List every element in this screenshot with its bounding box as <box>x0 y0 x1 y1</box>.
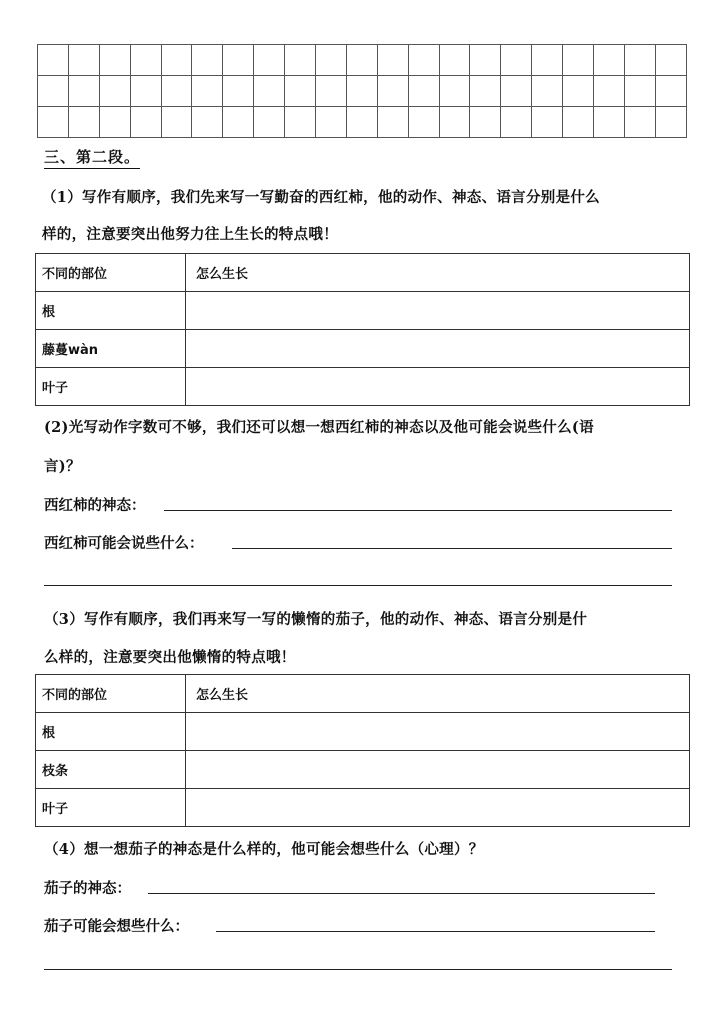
grid-cell[interactable] <box>285 107 316 138</box>
grid-cell[interactable] <box>624 45 655 76</box>
tomato-speech-label: 西红柿可能会说些什么： <box>44 535 204 552</box>
grid-row <box>38 45 687 76</box>
tomato-expression-label: 西红柿的神态： <box>44 497 146 514</box>
grid-cell[interactable] <box>161 107 192 138</box>
eggplant-thoughts-line-2[interactable] <box>44 969 672 970</box>
grid-cell[interactable] <box>223 107 254 138</box>
part-label: 叶子 <box>36 789 186 827</box>
header-part: 不同的部位 <box>36 254 186 292</box>
grid-cell[interactable] <box>99 45 130 76</box>
header-part: 不同的部位 <box>36 675 186 713</box>
q4-instruction: （4）想一想茄子的神态是什么样的，他可能会想些什么（心理）？ <box>44 841 484 858</box>
part-label: 根 <box>36 292 186 330</box>
part-label: 根 <box>36 713 186 751</box>
header-growth: 怎么生长 <box>186 254 690 292</box>
tomato-expression-line[interactable] <box>164 510 672 511</box>
table-header-row <box>36 675 690 713</box>
grid-cell[interactable] <box>346 45 377 76</box>
grid-cell[interactable] <box>655 76 686 107</box>
grid-cell[interactable] <box>161 76 192 107</box>
tomato-parts-table <box>35 253 690 406</box>
grid-cell[interactable] <box>254 76 285 107</box>
tomato-speech-line[interactable] <box>232 548 672 549</box>
grid-cell[interactable] <box>439 45 470 76</box>
grid-cell[interactable] <box>130 76 161 107</box>
grid-cell[interactable] <box>68 76 99 107</box>
grid-cell[interactable] <box>285 45 316 76</box>
grid-cell[interactable] <box>38 107 69 138</box>
grid-cell[interactable] <box>624 107 655 138</box>
grid-cell[interactable] <box>439 107 470 138</box>
part-label: 枝条 <box>36 751 186 789</box>
grid-cell[interactable] <box>624 76 655 107</box>
eggplant-expression-label: 茄子的神态： <box>44 880 131 897</box>
grid-cell[interactable] <box>439 76 470 107</box>
grid-cell[interactable] <box>223 76 254 107</box>
grid-cell[interactable] <box>501 45 532 76</box>
grid-row <box>38 107 687 138</box>
grid-cell[interactable] <box>316 107 347 138</box>
grid-cell[interactable] <box>594 45 625 76</box>
grid-cell[interactable] <box>470 107 501 138</box>
table-row <box>36 368 690 406</box>
growth-input[interactable] <box>186 789 690 827</box>
growth-input[interactable] <box>186 368 690 406</box>
grid-cell[interactable] <box>532 107 563 138</box>
header-growth: 怎么生长 <box>186 675 690 713</box>
grid-cell[interactable] <box>316 76 347 107</box>
table-row <box>36 789 690 827</box>
writing-grid[interactable] <box>37 44 687 138</box>
grid-cell[interactable] <box>285 76 316 107</box>
grid-row <box>38 76 687 107</box>
grid-cell[interactable] <box>594 76 625 107</box>
growth-input[interactable] <box>186 330 690 368</box>
grid-cell[interactable] <box>563 107 594 138</box>
grid-cell[interactable] <box>192 76 223 107</box>
grid-cell[interactable] <box>38 76 69 107</box>
grid-cell[interactable] <box>408 45 439 76</box>
grid-cell[interactable] <box>470 45 501 76</box>
eggplant-expression-line[interactable] <box>148 893 655 894</box>
grid-cell[interactable] <box>470 76 501 107</box>
table-header-row <box>36 254 690 292</box>
grid-cell[interactable] <box>68 107 99 138</box>
eggplant-thoughts-line[interactable] <box>216 931 655 932</box>
grid-cell[interactable] <box>161 45 192 76</box>
table-row <box>36 292 690 330</box>
grid-cell[interactable] <box>594 107 625 138</box>
grid-cell[interactable] <box>377 76 408 107</box>
part-label: 藤蔓wàn <box>36 330 186 368</box>
grid-cell[interactable] <box>563 45 594 76</box>
grid-cell[interactable] <box>377 45 408 76</box>
grid-cell[interactable] <box>192 107 223 138</box>
grid-cell[interactable] <box>316 45 347 76</box>
table-row <box>36 330 690 368</box>
growth-input[interactable] <box>186 713 690 751</box>
grid-cell[interactable] <box>99 76 130 107</box>
q2-instruction-line1: (2)光写动作字数可不够，我们还可以想一想西红柿的神态以及他可能会说些什么(语 <box>44 419 594 436</box>
grid-cell[interactable] <box>254 107 285 138</box>
grid-cell[interactable] <box>532 45 563 76</box>
table-row <box>36 751 690 789</box>
growth-input[interactable] <box>186 751 690 789</box>
grid-cell[interactable] <box>223 45 254 76</box>
q1-instruction-line1: （1）写作有顺序，我们先来写一写勤奋的西红柿，他的动作、神态、语言分别是什么 <box>42 189 600 206</box>
section-heading: 三、第二段。 <box>44 146 140 169</box>
q1-instruction-line2: 样的，注意要突出他努力往上生长的特点哦！ <box>42 226 338 243</box>
grid-cell[interactable] <box>99 107 130 138</box>
q3-instruction-line2: 么样的，注意要突出他懒惰的特点哦！ <box>44 649 296 666</box>
grid-cell[interactable] <box>501 107 532 138</box>
grid-cell[interactable] <box>563 76 594 107</box>
grid-cell[interactable] <box>408 107 439 138</box>
grid-cell[interactable] <box>68 45 99 76</box>
grid-cell[interactable] <box>408 76 439 107</box>
table-row <box>36 713 690 751</box>
tomato-speech-line-2[interactable] <box>44 585 672 586</box>
part-label: 叶子 <box>36 368 186 406</box>
grid-cell[interactable] <box>38 45 69 76</box>
grid-cell[interactable] <box>130 107 161 138</box>
eggplant-parts-table <box>35 674 690 827</box>
grid-cell[interactable] <box>130 45 161 76</box>
grid-cell[interactable] <box>254 45 285 76</box>
grid-cell[interactable] <box>655 107 686 138</box>
grid-cell[interactable] <box>532 76 563 107</box>
q2-instruction-line2: 言)？ <box>44 458 81 475</box>
grid-cell[interactable] <box>346 76 377 107</box>
grid-cell[interactable] <box>346 107 377 138</box>
grid-cell[interactable] <box>377 107 408 138</box>
grid-cell[interactable] <box>192 45 223 76</box>
grid-cell[interactable] <box>501 76 532 107</box>
growth-input[interactable] <box>186 292 690 330</box>
q3-instruction-line1: （3）写作有顺序，我们再来写一写的懒惰的茄子，他的动作、神态、语言分别是什 <box>44 611 588 628</box>
eggplant-thoughts-label: 茄子可能会想些什么： <box>44 918 189 935</box>
grid-cell[interactable] <box>655 45 686 76</box>
